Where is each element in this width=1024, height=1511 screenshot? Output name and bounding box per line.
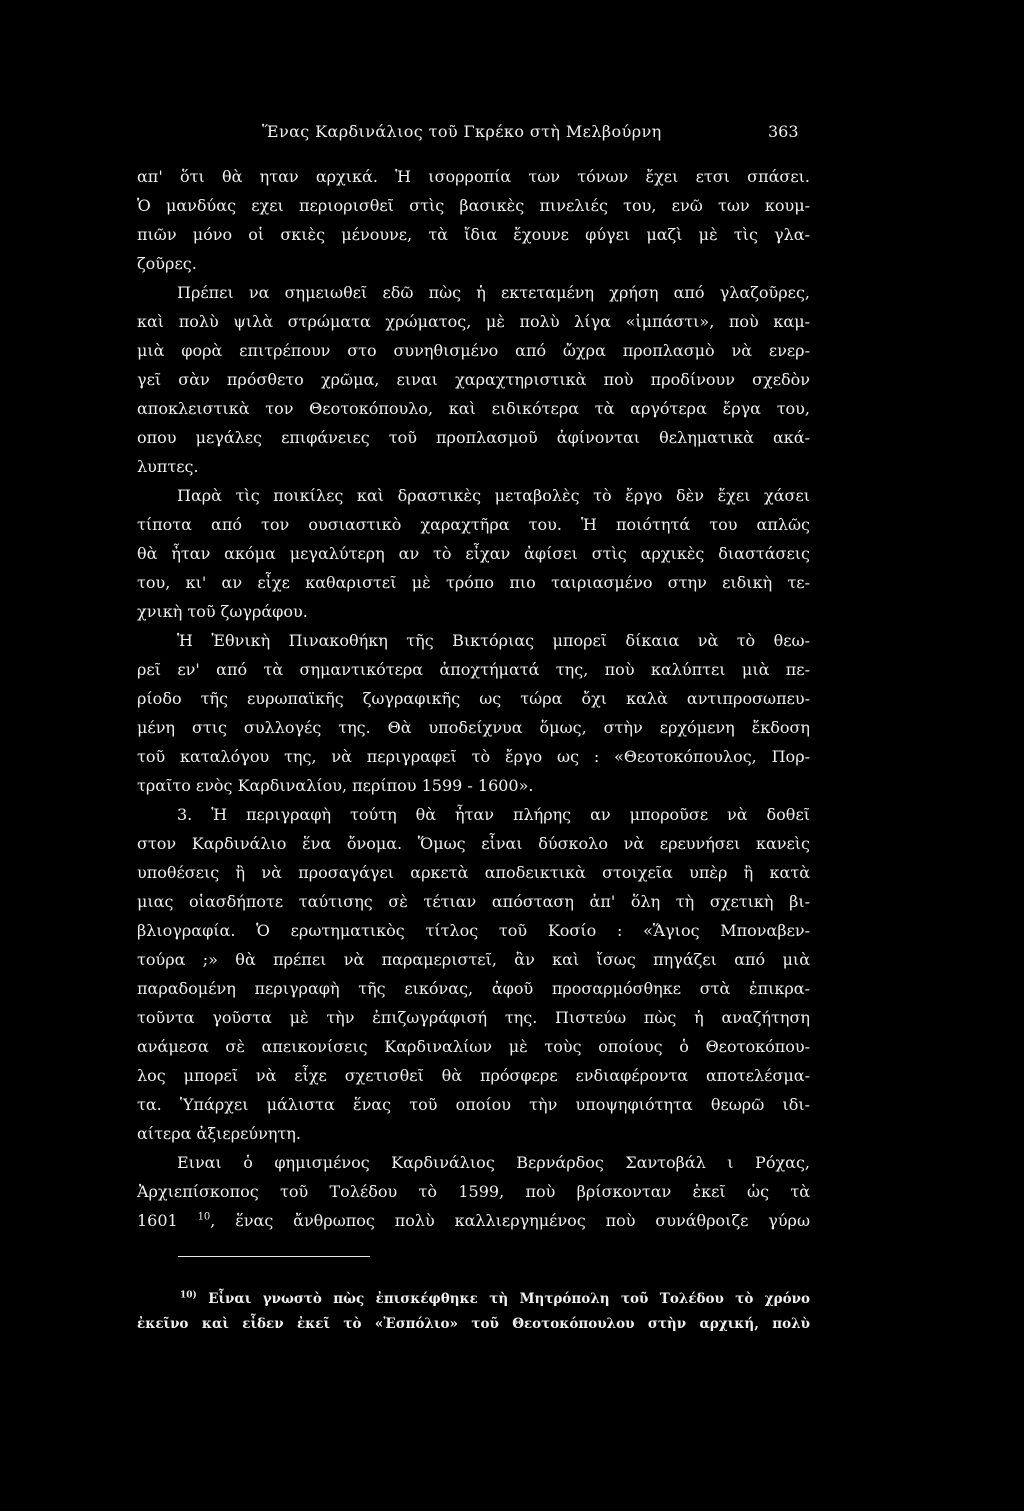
text-line: λυπτες. (137, 457, 199, 476)
text-line: πιῶν μόνο οἱ σκιὲς μένουνε, τὰ ἴδια ἔχουνε φύγει μαζὶ μὲ τὶς γλα- (137, 225, 810, 244)
text-line: Ὁ μανδύας εχει περιορισθεῖ στὶς βασικὲς πινελιές του, ενῶ των κουμ- (137, 196, 810, 215)
text-line: τούρα ;» θὰ πρέπει νὰ παραμεριστεῖ, ἂν καὶ ἴσως πηγάζει από μιὰ (137, 950, 810, 969)
text-line: καὶ πολὺ ψιλὰ στρώματα χρώματος, μὲ πολὺ λίγα «ἰμπάστι», ποὺ καμ- (137, 312, 810, 331)
text-line: μένη στις συλλογές της. Θὰ υποδείχνυα ὅμως, στὴν ερχόμενη ἔκδοση (137, 718, 810, 737)
text-line-with-footnote-ref (137, 1206, 810, 1235)
text-line: γεῖ σὰν πρόσθετο χρῶμα, ειναι χαραχτηριστικὰ ποὺ προδίνουν σχεδὸν (137, 370, 810, 389)
body-text (137, 162, 810, 1235)
paragraph-start-line: Πρέπει να σημειωθεῖ εδῶ πὼς ἡ εκτεταμένη χρήση από γλαζοῦρες, (177, 283, 810, 302)
footnote (137, 1287, 810, 1337)
text-line: τοῦντα γοῦστα μὲ τὴν ἐπιζωγράφισή της. Πιστεύω πὼς ἡ αναζήτηση (137, 1008, 810, 1027)
footnote-line-text: Εἶναι γνωστὸ πὼς ἐπισκέφθηκε τὴ Μητρόπολη τοῦ Τολέδου τὸ χρόνο (208, 1291, 810, 1307)
footnote-marker: 10) (180, 1290, 197, 1301)
text-line: μιας οἱασδήποτε ταύτισης σὲ τέτιαν απόσταση ἀπ' ὅλη τὴ σχετικὴ βι- (137, 892, 810, 911)
text-line: υποθέσεις ἢ νὰ προσαγάγει αρκετὰ αποδεικτικὰ στοιχεῖα υπὲρ ἢ κατὰ (137, 863, 810, 882)
line-text-after-ref: , ἕνας ἄνθρωπος πολὺ καλλιεργημένος ποὺ συνάθροιζε γύρω (210, 1211, 810, 1230)
paragraph-start-line: Ειναι ὁ φημισμένος Καρδινάλιος Βερνάρδος Σαντοβάλ ι Ρόχας, (177, 1153, 810, 1172)
text-line: θὰ ἦταν ακόμα μεγαλύτερη αν τὸ εἶχαν ἀφίσει στὶς αρχικὲς διαστάσεις (137, 544, 810, 563)
text-line: αίτερα ἀξιερεύνητη. (137, 1124, 301, 1143)
text-line: αποκλειστικὰ τον Θεοτοκόπουλο, καὶ ειδικότερα τὰ αργότερα ἔργα του, (137, 399, 810, 418)
text-line: βλιογραφία. Ὁ ερωτηματικὸς τίτλος τοῦ Κοσίο : «Ἅγιος Μποναβεν- (137, 921, 810, 940)
paragraph-start-line: Ἡ Ἐθνικὴ Πινακοθήκη τῆς Βικτόριας μπορεῖ δίκαια νὰ τὸ θεω- (177, 631, 810, 650)
page-number: 363 (768, 122, 799, 141)
text-line: τίποτα από τον ουσιαστικὸ χαραχτῆρα του. Ἡ ποιότητά του απλῶς (137, 515, 810, 534)
line-text-before-ref: 1601 (137, 1211, 178, 1230)
text-line: λος μπορεῖ νὰ εἶχε σχετισθεῖ θὰ πρόσφερε ενδιαφέροντα αποτελέσμα- (137, 1066, 810, 1085)
text-line: ρίοδο τῆς ευρωπαϊκῆς ζωγραφικῆς ως τώρα ὄχι καλὰ αντιπροσωπευ- (137, 689, 810, 708)
text-line: τοῦ καταλόγου της, νὰ περιγραφεῖ τὸ ἔργο ως : «Θεοτοκόπουλος, Πορ- (137, 747, 810, 766)
text-line: ρεῖ εν' από τὰ σημαντικότερα ἀποχτήματά της, ποὺ καλύπτει μιὰ πε- (137, 660, 810, 679)
text-line: τραῖτο ενὸς Καρδιναλίου, περίπου 1599 - 1600». (137, 776, 534, 795)
footnote-line: ἐκεῖνο καὶ εἶδεν ἐκεῖ τὸ «Ἐσπόλιο» τοῦ Θεοτοκόπουλου στὴν αρχική, πολὺ (137, 1316, 810, 1332)
footnote-line (137, 1287, 810, 1312)
footnote-divider (178, 1256, 370, 1257)
text-line: οπου μεγάλες επιφάνειες τοῦ προπλασμοῦ ἀφίνονται θεληματικὰ ακά- (137, 428, 810, 447)
text-line: του, κι' αν εἶχε καθαριστεῖ μὲ τρόπο πιο ταιριασμένο στην ειδικὴ τε- (137, 573, 810, 592)
text-line: μιὰ φορὰ επιτρέπουν στο συνηθισμένο από ὤχρα προπλασμὸ νὰ ενερ- (137, 341, 810, 360)
text-line: χνικὴ τοῦ ζωγράφου. (137, 602, 308, 621)
paragraph-start-line: Παρὰ τὶς ποικίλες καὶ δραστικὲς μεταβολὲς τὸ ἔργο δὲν ἔχει χάσει (177, 486, 810, 505)
text-line: Ἀρχιεπίσκοπος τοῦ Τολέδου τὸ 1599, ποὺ βρίσκονταν ἐκεῖ ὡς τὰ (137, 1182, 810, 1201)
text-line: στον Καρδινάλιο ἕνα ὄνομα. Ὅμως εἶναι δύσκολο νὰ ερευνήσει κανεὶς (137, 834, 810, 853)
text-line: ζοῦρες. (137, 254, 197, 273)
text-line: τα. Ὑπάρχει μάλιστα ἕνας τοῦ οποίου τὴν υποψηφιότητα θεωρῶ ιδι- (137, 1095, 810, 1114)
footnote-reference: 10 (197, 1211, 211, 1223)
text-line: παραδομένη περιγραφὴ τῆς εικόνας, ἀφοῦ προσαρμόσθηκε στὰ ἐπικρα- (137, 979, 810, 998)
running-title: Ἕνας Καρδινάλιος τοῦ Γκρέκο στὴ Μελβούρνη (262, 122, 662, 141)
text-line: ανάμεσα σὲ απεικονίσεις Καρδιναλίων μὲ τοὺς οποίους ὁ Θεοτοκόπου- (137, 1037, 810, 1056)
text-line: απ' ὅτι θὰ ηταν αρχικά. Ἡ ισορροπία των τόνων ἔχει ετσι σπάσει. (137, 167, 810, 186)
paragraph-start-line: 3. Ἡ περιγραφὴ τούτη θὰ ἦταν πλήρης αν μποροῦσε νὰ δοθεῖ (177, 805, 810, 824)
